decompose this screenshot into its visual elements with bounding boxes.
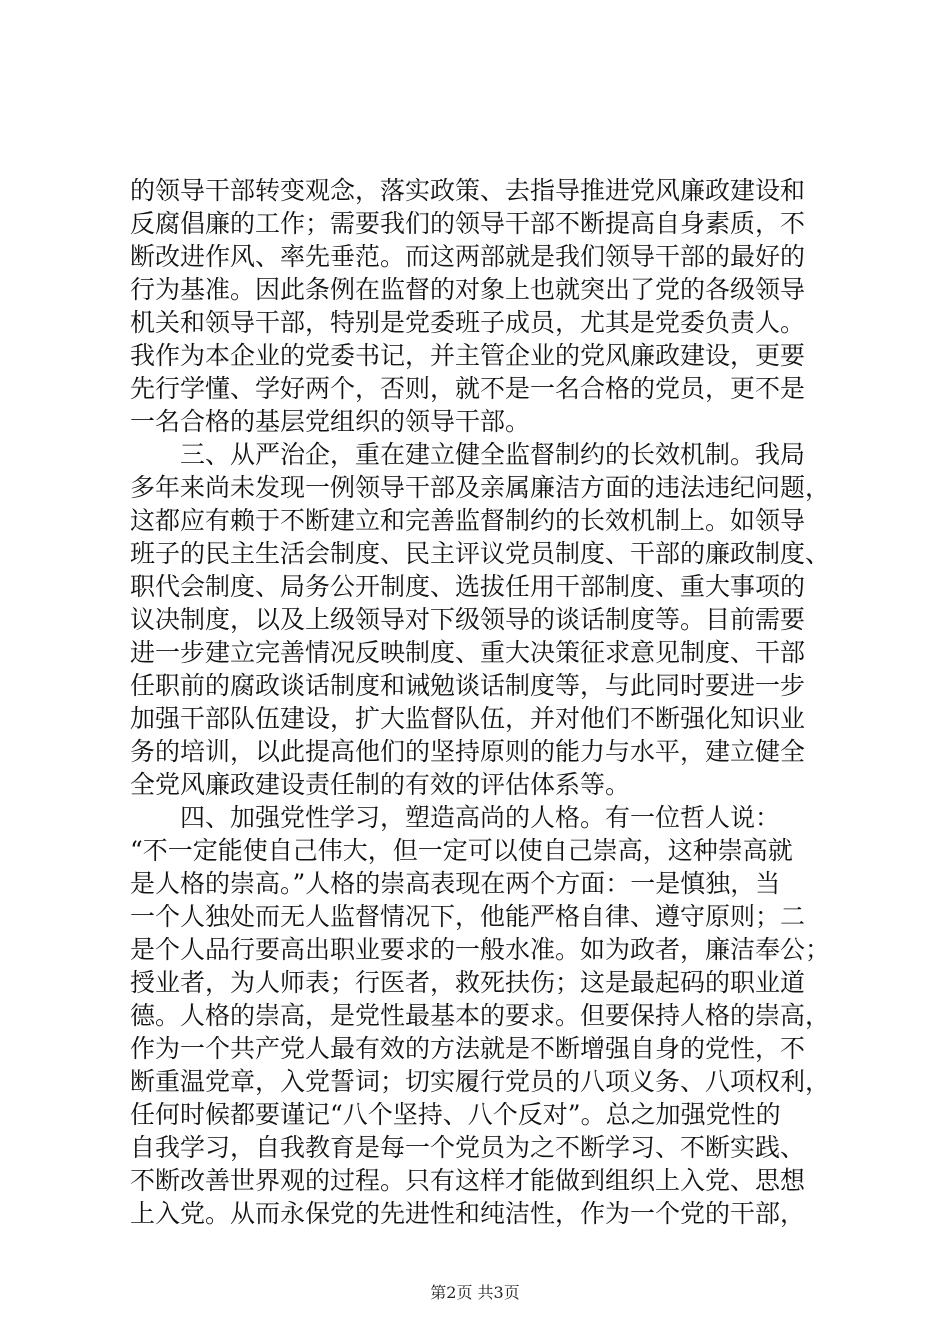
text-line: 先行学懂、学好两个，否则，就不是一名合格的党员，更不是 bbox=[130, 374, 806, 403]
text-line: 授业者，为人师表；行医者，救死扶伤；这是最起码的职业道 bbox=[130, 968, 806, 997]
text-line: 的领导干部转变观念，落实政策、去指导推进党风廉政建设和 bbox=[130, 176, 806, 205]
text-line: 全党风廉政建设责任制的有效的评估体系等。 bbox=[130, 770, 631, 799]
text-line: 是个人品行要高出职业要求的一般水准。如为政者，廉洁奉公； bbox=[130, 935, 831, 964]
text-line: 我作为本企业的党委书记，并主管企业的党风廉政建设，更要 bbox=[130, 341, 806, 370]
body-text bbox=[130, 174, 830, 1230]
text-line: 班子的民主生活会制度、民主评议党员制度、干部的廉政制度、 bbox=[130, 539, 831, 568]
text-line: 职代会制度、局务公开制度、选拔任用干部制度、重大事项的 bbox=[130, 572, 806, 601]
text-line: 断重温党章，入党誓词；切实履行党员的八项义务、八项权利， bbox=[130, 1067, 831, 1096]
text-line: 断改进作风、率先垂范。而这两部就是我们领导干部的最好的 bbox=[130, 242, 806, 271]
text-line: 加强干部队伍建设，扩大监督队伍，并对他们不断强化知识业 bbox=[130, 704, 806, 733]
text-line: 机关和领导干部，特别是党委班子成员，尤其是党委负责人。 bbox=[130, 308, 806, 337]
text-line: “不一定能使自己伟大，但一定可以使自己崇高，这种崇高就 bbox=[130, 836, 793, 865]
text-line: 德。人格的崇高，是党性最基本的要求。但要保持人格的崇高， bbox=[130, 1001, 831, 1030]
text-line: 三、从严治企，重在建立健全监督制约的长效机制。我局 bbox=[130, 440, 806, 469]
text-line: 行为基准。因此条例在监督的对象上也就突出了党的各级领导 bbox=[130, 275, 806, 304]
text-line: 反腐倡廉的工作；需要我们的领导干部不断提高自身素质，不 bbox=[130, 209, 806, 238]
text-line: 是人格的崇高。”人格的崇高表现在两个方面：一是慎独，当 bbox=[130, 869, 781, 898]
text-line: 进一步建立完善情况反映制度、重大决策征求意见制度、干部 bbox=[130, 638, 806, 667]
text-line: 任职前的腐政谈话制度和诫勉谈话制度等，与此同时要进一步 bbox=[130, 671, 806, 700]
text-line: 一个人独处而无人监督情况下，他能严格自律、遵守原则；二 bbox=[130, 902, 806, 931]
text-line: 这都应有赖于不断建立和完善监督制约的长效机制上。如领导 bbox=[130, 506, 806, 535]
text-line: 多年来尚未发现一例领导干部及亲属廉洁方面的违法违纪问题， bbox=[130, 473, 831, 502]
text-line: 议决制度，以及上级领导对下级领导的谈话制度等。目前需要 bbox=[130, 605, 806, 634]
page-footer: 第2页 共3页 bbox=[430, 1283, 520, 1302]
text-line: 自我学习，自我教育是每一个党员为之不断学习、不断实践、 bbox=[130, 1133, 806, 1162]
text-line: 任何时候都要谨记“八个坚持、八个反对”。总之加强党性的 bbox=[130, 1100, 781, 1129]
text-line: 务的培训，以此提高他们的坚持原则的能力与水平，建立健全 bbox=[130, 737, 806, 766]
text-line: 一名合格的基层党组织的领导干部。 bbox=[130, 407, 531, 436]
text-line: 四、加强党性学习，塑造高尚的人格。有一位哲人说： bbox=[130, 803, 781, 832]
text-line: 作为一个共产党人最有效的方法就是不断增强自身的党性，不 bbox=[130, 1034, 806, 1063]
text-line: 不断改善世界观的过程。只有这样才能做到组织上入党、思想 bbox=[130, 1166, 806, 1195]
text-line: 上入党。从而永保党的先进性和纯洁性，作为一个党的干部， bbox=[130, 1199, 806, 1228]
